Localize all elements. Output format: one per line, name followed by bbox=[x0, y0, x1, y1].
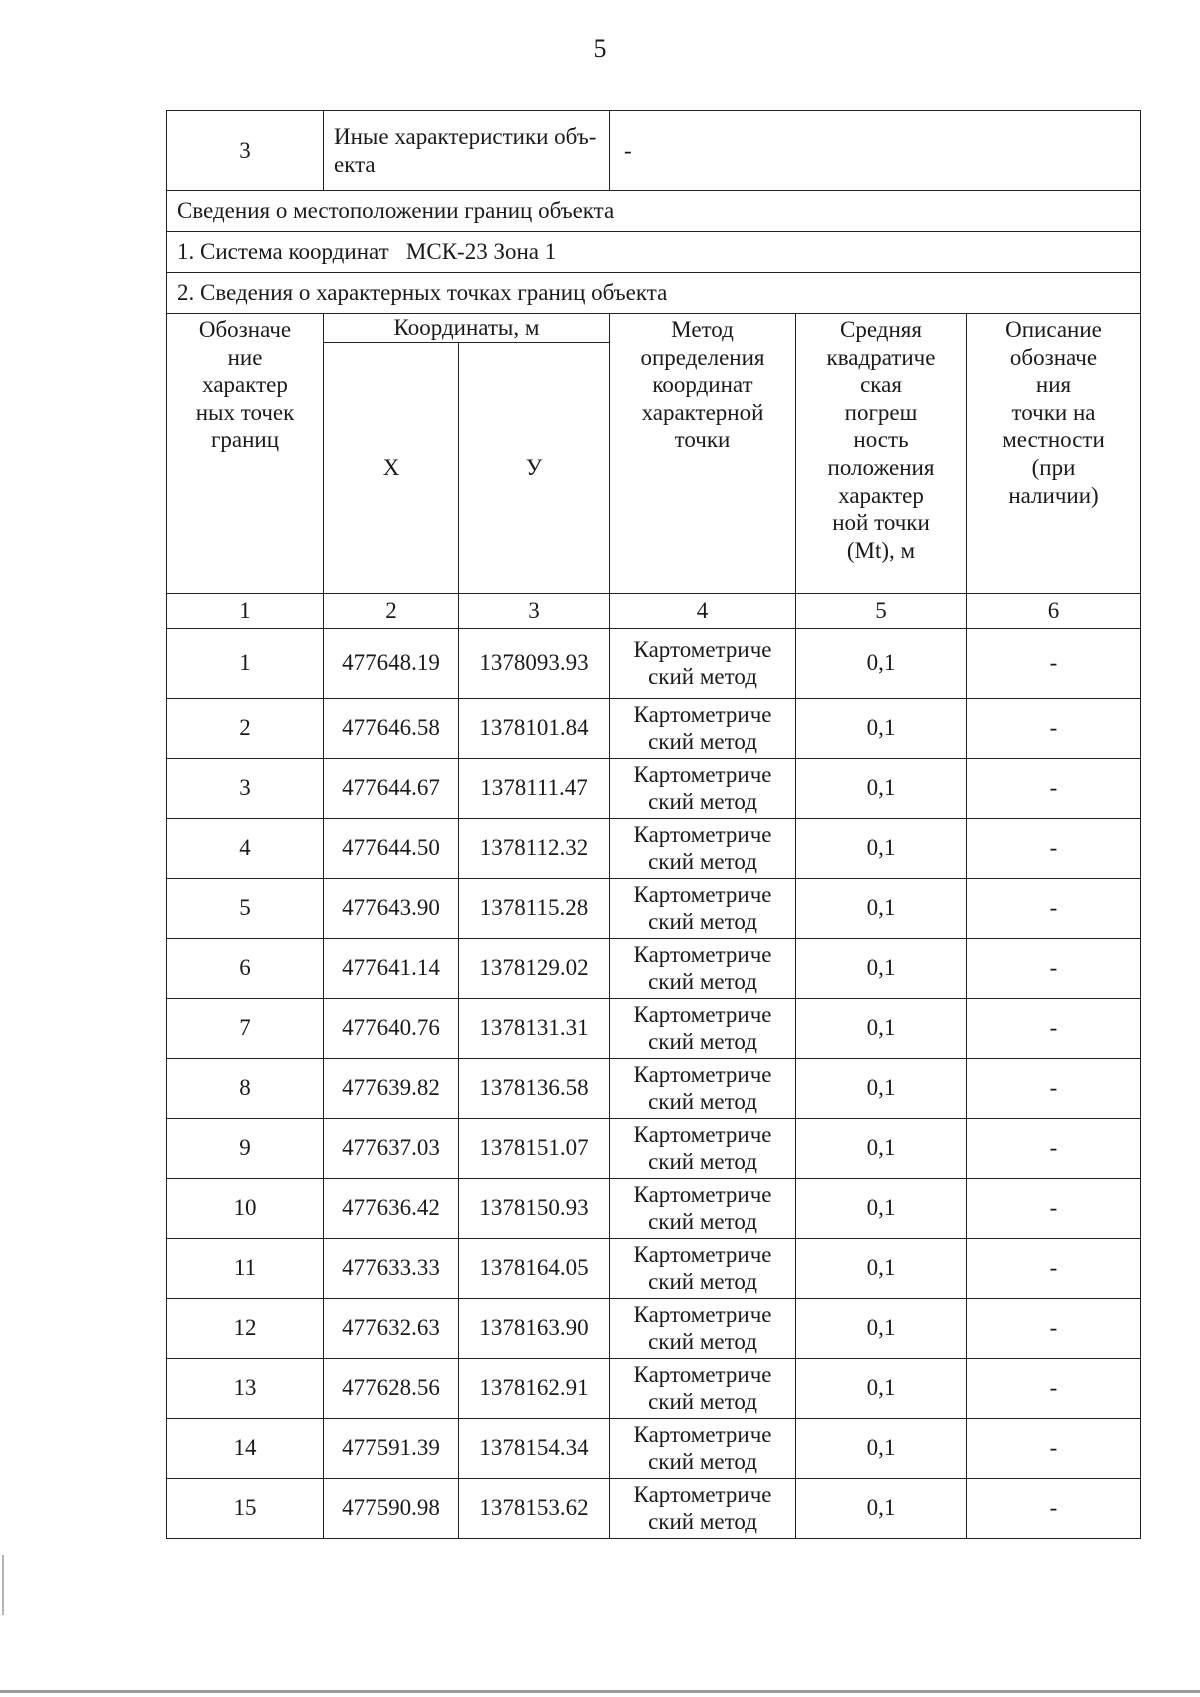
points-title: 2. Сведения о характерных точках границ объекта bbox=[167, 273, 1141, 314]
method-cell: Картометриче ский метод bbox=[610, 1358, 796, 1418]
column-number: 1 bbox=[167, 593, 324, 628]
y-coordinate-cell: 1378154.34 bbox=[459, 1418, 610, 1478]
x-coordinate-cell: 477646.58 bbox=[324, 698, 459, 758]
header-designation: Обозначе ние характер ных точек границ bbox=[167, 314, 324, 594]
point-number-cell: 1 bbox=[167, 628, 324, 698]
y-coordinate-cell: 1378129.02 bbox=[459, 938, 610, 998]
method-cell: Картометриче ский метод bbox=[610, 818, 796, 878]
mt-error-cell: 0,1 bbox=[796, 878, 967, 938]
x-coordinate-cell: 477639.82 bbox=[324, 1058, 459, 1118]
scan-margin-mark bbox=[2, 1555, 4, 1615]
header-y: У bbox=[459, 342, 610, 593]
mt-error-cell: 0,1 bbox=[796, 628, 967, 698]
description-cell: - bbox=[967, 1238, 1141, 1298]
description-cell: - bbox=[967, 878, 1141, 938]
point-number-cell: 7 bbox=[167, 998, 324, 1058]
page-number: 5 bbox=[593, 34, 607, 63]
table-row bbox=[167, 698, 1141, 758]
x-coordinate-cell: 477632.63 bbox=[324, 1298, 459, 1358]
column-number: 6 bbox=[967, 593, 1141, 628]
method-cell: Картометриче ский метод bbox=[610, 878, 796, 938]
x-coordinate-cell: 477628.56 bbox=[324, 1358, 459, 1418]
scan-bottom-line bbox=[0, 1690, 1200, 1693]
description-cell: - bbox=[967, 1058, 1141, 1118]
method-cell: Картометриче ский метод bbox=[610, 1418, 796, 1478]
section-title: Сведения о местоположении границ объекта bbox=[167, 191, 1141, 232]
y-coordinate-cell: 1378131.31 bbox=[459, 998, 610, 1058]
other-characteristics-label: Иные характеристики объ- екта bbox=[324, 111, 610, 191]
header-method: Метод определения координат характерной точки bbox=[610, 314, 796, 594]
data-rows bbox=[167, 628, 1141, 1538]
y-coordinate-cell: 1378164.05 bbox=[459, 1238, 610, 1298]
method-cell: Картометриче ский метод bbox=[610, 628, 796, 698]
mt-error-cell: 0,1 bbox=[796, 1178, 967, 1238]
row-number-cell: 3 bbox=[167, 111, 324, 191]
table-row bbox=[167, 938, 1141, 998]
mt-error-cell: 0,1 bbox=[796, 998, 967, 1058]
point-number-cell: 13 bbox=[167, 1358, 324, 1418]
y-coordinate-cell: 1378151.07 bbox=[459, 1118, 610, 1178]
method-cell: Картометриче ский метод bbox=[610, 1238, 796, 1298]
method-cell: Картометриче ский метод bbox=[610, 938, 796, 998]
column-numbers-row bbox=[167, 593, 1141, 628]
table-row bbox=[167, 818, 1141, 878]
header-error: Средняя квадратиче ская погреш ность положения характер ной точки (Mt), м bbox=[796, 314, 967, 594]
mt-error-cell: 0,1 bbox=[796, 1118, 967, 1178]
mt-error-cell: 0,1 bbox=[796, 938, 967, 998]
other-characteristics-value: - bbox=[610, 111, 1141, 191]
y-coordinate-cell: 1378112.32 bbox=[459, 818, 610, 878]
mt-error-cell: 0,1 bbox=[796, 1478, 967, 1538]
x-coordinate-cell: 477640.76 bbox=[324, 998, 459, 1058]
method-cell: Картометриче ский метод bbox=[610, 998, 796, 1058]
y-coordinate-cell: 1378115.28 bbox=[459, 878, 610, 938]
mt-error-cell: 0,1 bbox=[796, 818, 967, 878]
method-cell: Картометриче ский метод bbox=[610, 1178, 796, 1238]
x-coordinate-cell: 477643.90 bbox=[324, 878, 459, 938]
point-number-cell: 12 bbox=[167, 1298, 324, 1358]
description-cell: - bbox=[967, 818, 1141, 878]
point-number-cell: 3 bbox=[167, 758, 324, 818]
y-coordinate-cell: 1378150.93 bbox=[459, 1178, 610, 1238]
method-cell: Картометриче ский метод bbox=[610, 698, 796, 758]
points-title-row bbox=[167, 273, 1141, 314]
table-row bbox=[167, 1178, 1141, 1238]
mt-error-cell: 0,1 bbox=[796, 758, 967, 818]
coord-system-row bbox=[167, 232, 1141, 273]
section-title-row bbox=[167, 191, 1141, 232]
x-coordinate-cell: 477637.03 bbox=[324, 1118, 459, 1178]
method-cell: Картометриче ский метод bbox=[610, 1298, 796, 1358]
x-coordinate-cell: 477633.33 bbox=[324, 1238, 459, 1298]
other-characteristics-row bbox=[167, 111, 1141, 191]
x-coordinate-cell: 477636.42 bbox=[324, 1178, 459, 1238]
method-cell: Картометриче ский метод bbox=[610, 1478, 796, 1538]
y-coordinate-cell: 1378136.58 bbox=[459, 1058, 610, 1118]
mt-error-cell: 0,1 bbox=[796, 1058, 967, 1118]
description-cell: - bbox=[967, 1418, 1141, 1478]
description-cell: - bbox=[967, 1298, 1141, 1358]
table-row bbox=[167, 1058, 1141, 1118]
column-number: 4 bbox=[610, 593, 796, 628]
mt-error-cell: 0,1 bbox=[796, 1418, 967, 1478]
y-coordinate-cell: 1378153.62 bbox=[459, 1478, 610, 1538]
description-cell: - bbox=[967, 758, 1141, 818]
table-row bbox=[167, 1418, 1141, 1478]
table-row bbox=[167, 1358, 1141, 1418]
description-cell: - bbox=[967, 1178, 1141, 1238]
x-coordinate-cell: 477590.98 bbox=[324, 1478, 459, 1538]
header-x: X bbox=[324, 342, 459, 593]
mt-error-cell: 0,1 bbox=[796, 698, 967, 758]
point-number-cell: 15 bbox=[167, 1478, 324, 1538]
table-row bbox=[167, 1238, 1141, 1298]
description-cell: - bbox=[967, 698, 1141, 758]
x-coordinate-cell: 477648.19 bbox=[324, 628, 459, 698]
point-number-cell: 14 bbox=[167, 1418, 324, 1478]
x-coordinate-cell: 477591.39 bbox=[324, 1418, 459, 1478]
point-number-cell: 9 bbox=[167, 1118, 324, 1178]
table-row bbox=[167, 1478, 1141, 1538]
table-row bbox=[167, 758, 1141, 818]
point-number-cell: 6 bbox=[167, 938, 324, 998]
point-number-cell: 8 bbox=[167, 1058, 324, 1118]
point-number-cell: 2 bbox=[167, 698, 324, 758]
header-row-1 bbox=[167, 314, 1141, 343]
column-number: 3 bbox=[459, 593, 610, 628]
description-cell: - bbox=[967, 998, 1141, 1058]
point-number-cell: 5 bbox=[167, 878, 324, 938]
column-number: 5 bbox=[796, 593, 967, 628]
description-cell: - bbox=[967, 938, 1141, 998]
coord-system: 1. Система координат МСК-23 Зона 1 bbox=[167, 232, 1141, 273]
description-cell: - bbox=[967, 628, 1141, 698]
table-row bbox=[167, 998, 1141, 1058]
point-number-cell: 4 bbox=[167, 818, 324, 878]
description-cell: - bbox=[967, 1478, 1141, 1538]
x-coordinate-cell: 477644.67 bbox=[324, 758, 459, 818]
y-coordinate-cell: 1378093.93 bbox=[459, 628, 610, 698]
method-cell: Картометриче ский метод bbox=[610, 758, 796, 818]
table-row bbox=[167, 1298, 1141, 1358]
mt-error-cell: 0,1 bbox=[796, 1298, 967, 1358]
table-row bbox=[167, 1118, 1141, 1178]
method-cell: Картометриче ский метод bbox=[610, 1118, 796, 1178]
y-coordinate-cell: 1378162.91 bbox=[459, 1358, 610, 1418]
mt-error-cell: 0,1 bbox=[796, 1238, 967, 1298]
mt-error-cell: 0,1 bbox=[796, 1358, 967, 1418]
method-cell: Картометриче ский метод bbox=[610, 1058, 796, 1118]
y-coordinate-cell: 1378163.90 bbox=[459, 1298, 610, 1358]
table-row bbox=[167, 628, 1141, 698]
boundary-points-table bbox=[166, 110, 1141, 1539]
table-row bbox=[167, 878, 1141, 938]
header-coordinates: Координаты, м bbox=[324, 314, 610, 343]
x-coordinate-cell: 477641.14 bbox=[324, 938, 459, 998]
point-number-cell: 11 bbox=[167, 1238, 324, 1298]
x-coordinate-cell: 477644.50 bbox=[324, 818, 459, 878]
description-cell: - bbox=[967, 1118, 1141, 1178]
header-description: Описание обозначе ния точки на местности (при наличии) bbox=[967, 314, 1141, 594]
point-number-cell: 10 bbox=[167, 1178, 324, 1238]
y-coordinate-cell: 1378101.84 bbox=[459, 698, 610, 758]
column-number: 2 bbox=[324, 593, 459, 628]
y-coordinate-cell: 1378111.47 bbox=[459, 758, 610, 818]
description-cell: - bbox=[967, 1358, 1141, 1418]
